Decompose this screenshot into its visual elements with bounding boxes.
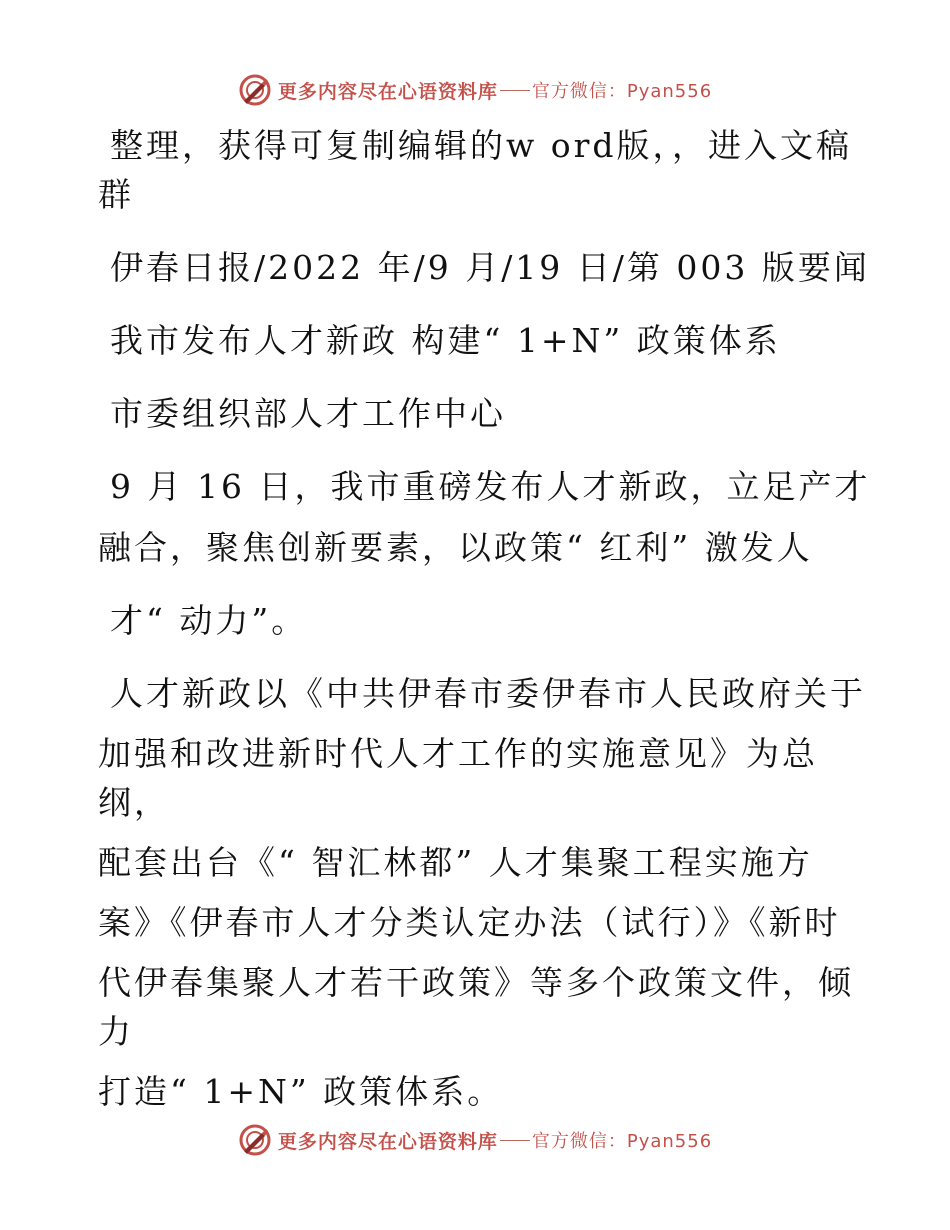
document-body [98,121,888,1116]
banner-wechat-text: 官方微信：Pyan556 [531,1131,713,1152]
body-line: 配套出台《“ 智汇林都” 人才集聚工程实施方 [98,843,813,882]
body-line: 才“ 动力”。 [110,601,308,640]
body-line: 打造“ 1+N” 政策体系。 [98,1072,504,1111]
body-line: 代伊春集聚人才若干政策》等多个政策文件，倾力 [98,963,854,1051]
banner-main-text: 更多内容尽在心语资料库 [277,1130,498,1153]
body-line: 人才新政以《中共伊春市委伊春市人民政府关于 [110,674,866,713]
body-line: 加强和改进新时代人才工作的实施意见》为总纲， [98,734,818,822]
article-author: 市委组织部人才工作中心 [110,394,506,433]
source-line: 伊春日报/2022 年/9 月/19 日/第 003 版要闻 [110,248,870,287]
footer-watermark [0,1120,950,1160]
article-title: 我市发布人才新政 构建“ 1+N” 政策体系 [110,321,781,360]
body-line: 融合，聚焦创新要素，以政策“ 红利” 激发人 [98,528,813,567]
banner-wechat-text: 官方微信：Pyan556 [531,81,713,102]
pen-logo-icon [238,73,272,107]
banner-dash [500,90,530,91]
banner-main-text: 更多内容尽在心语资料库 [277,80,498,103]
banner-dash [500,1140,530,1141]
body-line: 案》《伊春市人才分类认定办法（试行）》《新时 [98,903,841,942]
body-line: 9 月 16 日，我市重磅发布人才新政，立足产才 [110,467,871,506]
intro-line: 整理，获得可复制编辑的w ord版，，进入文稿 [110,126,853,165]
pen-logo-icon [238,1123,272,1157]
header-watermark [0,70,950,110]
intro-line: 群 [98,175,134,214]
